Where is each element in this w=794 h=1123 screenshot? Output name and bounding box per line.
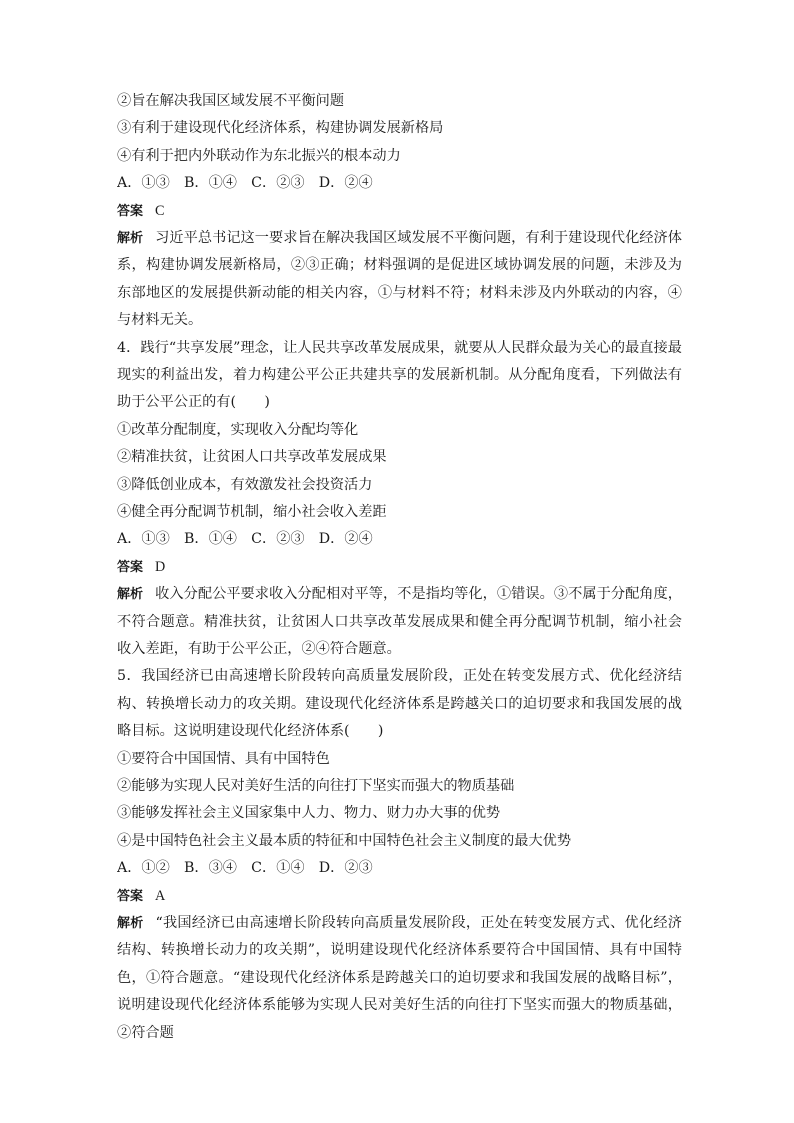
q3-analysis bbox=[117, 225, 682, 335]
q5-analysis bbox=[117, 910, 682, 1047]
analysis-text: 习近平总书记这一要求旨在解决我国区域发展不平衡问题，有利于建设现代化经济体系，构建协调发展新格局，②③正确；材料强调的是促进区域协调发展的问题，未涉及为东部地区的发展提供新动能的相关内容，①与材料不符；材料未涉及内外联动的内容，④与材料无关。 bbox=[117, 229, 682, 329]
document-page bbox=[117, 88, 682, 1047]
analysis-text: 收入分配公平要求收入分配相对平等，不是指均等化，①错误。③不属于分配角度，不符合题意。精准扶贫，让贫困人口共享改革发展成果和健全再分配调节机制，缩小社会收入差距，有助于公平公正，②④符合题意。 bbox=[117, 586, 682, 657]
q3-option-3: ③有利于建设现代化经济体系，构建协调发展新格局 bbox=[117, 120, 444, 137]
answer-value: C bbox=[155, 202, 165, 219]
q3-option-2: ②旨在解决我国区域发展不平衡问题 bbox=[117, 93, 345, 109]
q5-option-1: ①要符合中国国情、具有中国特色 bbox=[117, 750, 330, 767]
q5-option-3: ③能够发挥社会主义国家集中人力、物力、财力办大事的优势 bbox=[117, 805, 501, 822]
q4-choices: A．①③ B．①④ C．②③ D．②④ bbox=[117, 531, 373, 548]
answer-label: 答案 bbox=[117, 888, 144, 904]
q5-option-2: ②能够为实现人民对美好生活的向往打下坚实而强大的物质基础 bbox=[117, 777, 515, 794]
q4-option-4: ④健全再分配调节机制，缩小社会收入差距 bbox=[117, 503, 387, 520]
q5-option-4: ④是中国特色社会主义最本质的特征和中国特色社会主义制度的最大优势 bbox=[117, 832, 572, 849]
analysis-text: “我国经济已由高速增长阶段转向高质量发展阶段，正处在转变发展方式、优化经济结构、转换增长动力的攻关期”，说明建设现代化经济体系要符合中国国情、具有中国特色，①符合题意。“建设现代化经济体系是跨越关口的迫切要求和我国发展的战略目标”，说明建设现代化经济体系能够为实现人民对美好生活的向往打下坚实而强大的物质基础，②符合题 bbox=[117, 914, 682, 1041]
q3-answer bbox=[117, 198, 682, 225]
q5-stem: 5．我国经济已由高速增长阶段转向高质量发展阶段，正处在转变发展方式、优化经济结构、转换增长动力的攻关期。建设现代化经济体系是跨越关口的迫切要求和我国发展的战略目标。这说明建设现代化经济体系( ) bbox=[117, 668, 682, 740]
answer-label: 答案 bbox=[117, 203, 144, 219]
q5-choices: A．①② B．③④ C．①④ D．②③ bbox=[117, 860, 373, 877]
q5-answer bbox=[117, 883, 682, 910]
answer-value: A bbox=[155, 887, 166, 904]
analysis-label: 解析 bbox=[117, 230, 144, 246]
q3-option-4: ④有利于把内外联动作为东北振兴的根本动力 bbox=[117, 147, 401, 164]
q4-option-3: ③降低创业成本，有效激发社会投资活力 bbox=[117, 476, 373, 493]
answer-value: D bbox=[155, 558, 166, 575]
q4-answer bbox=[117, 554, 682, 581]
q4-stem: 4．践行“共享发展”理念，让人民共享改革发展成果，就要从人民群众最为关心的最直接最现实的利益出发，着力构建公平公正共建共享的发展新机制。从分配角度看，下列做法有助于公平公正的有( ) bbox=[117, 339, 682, 411]
analysis-label: 解析 bbox=[117, 587, 144, 603]
q4-option-2: ②精准扶贫，让贫困人口共享改革发展成果 bbox=[117, 449, 387, 466]
q4-analysis bbox=[117, 581, 682, 663]
analysis-label: 解析 bbox=[117, 915, 144, 931]
q3-choices: A．①③ B．①④ C．②③ D．②④ bbox=[117, 175, 373, 192]
q4-option-1: ①改革分配制度，实现收入分配均等化 bbox=[117, 421, 359, 438]
answer-label: 答案 bbox=[117, 559, 144, 575]
